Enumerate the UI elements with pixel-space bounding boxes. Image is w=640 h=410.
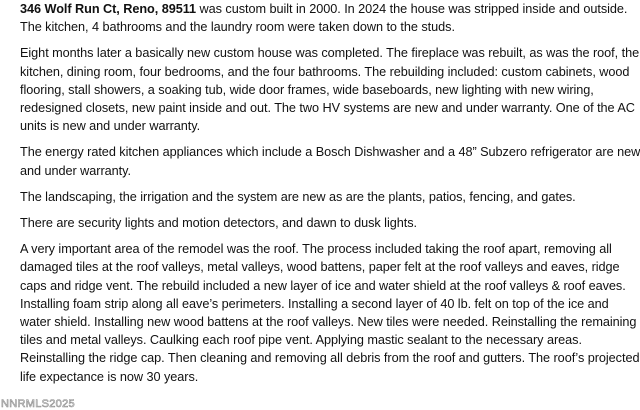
mls-watermark: NNRMLS2025 bbox=[1, 398, 75, 410]
listing-description bbox=[20, 0, 640, 394]
intro-paragraph bbox=[20, 0, 640, 36]
paragraph-landscaping: The landscaping, the irrigation and the system are new as are the plants, patios, fencing, and gates. bbox=[20, 189, 576, 204]
paragraph-rebuild: Eight months later a basically new custom house was completed. The fireplace was rebuilt, as was the roof, the kitchen, dining room, four bedrooms, and the four bathrooms. The rebuilding included: custom cabinets, wood flooring, stall showers, a soaking tub, wide door frames, wide baseboards, new lighting with new wiring, redesigned closets, new paint inside and out. The two HV systems are new and under warranty. One of the AC units is new and under warranty. bbox=[20, 46, 640, 134]
property-address: 346 Wolf Run Ct, Reno, 89511 bbox=[20, 2, 197, 16]
paragraph-appliances: The energy rated kitchen appliances which include a Bosch Dishwasher and a 48” Subzero refrigerator are new and under warranty. bbox=[20, 145, 640, 178]
intro-text: was custom built in 2000. In 2024 the house was stripped inside and outside. The kitchen, 4 bathrooms and the laundry room were taken down to the studs. bbox=[20, 2, 628, 35]
paragraph-security: There are security lights and motion detectors, and dawn to dusk lights. bbox=[20, 216, 417, 231]
paragraph-roof: A very important area of the remodel was the roof. The process included taking the roof apart, removing all damaged tiles at the roof valleys, metal valleys, wood battens, paper felt at the roof valleys and eaves, ridge caps and ridge vent. The rebuild included a new layer of ice and water shield at the roof valleys & roof eaves. Installing foam strip along all eave’s perimeters. Installing a second layer of 40 lb. felt on top of the ice and water shield. Installing new wood battens at the roof valleys. New tiles were needed. Reinstalling the remaining tiles and metal valleys. Caulking each roof pipe vent. Applying mastic sealant to the necessary areas. Reinstalling the ridge cap. Then cleaning and removing all debris from the roof and gutters. The roof’s projected life expectance is now 30 years. bbox=[20, 242, 640, 384]
